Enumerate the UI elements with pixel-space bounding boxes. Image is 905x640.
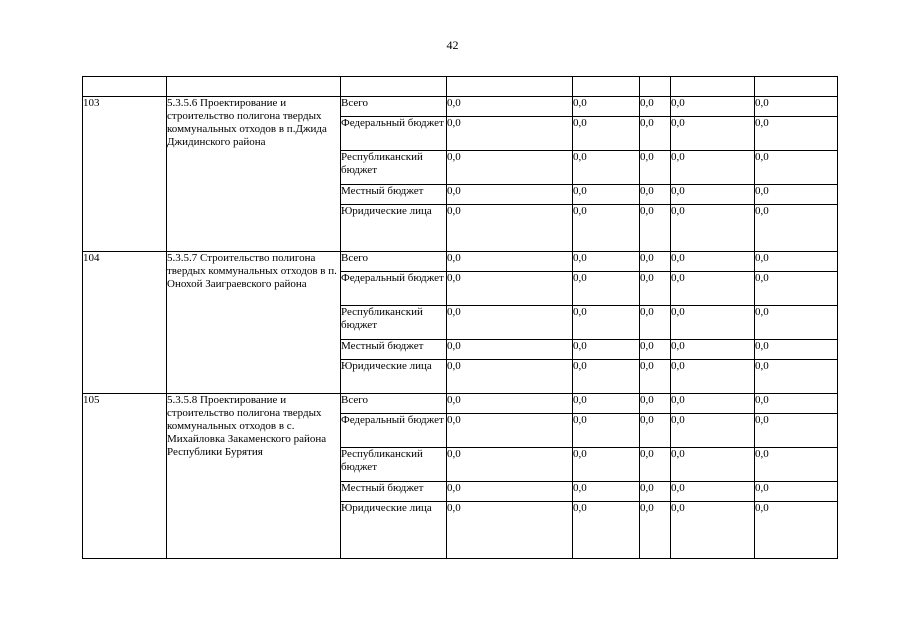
value-cell: 0,0 — [640, 482, 671, 502]
funding-source: Юридические лица — [341, 205, 447, 252]
value-cell: 0,0 — [755, 340, 838, 360]
value-cell: 0,0 — [573, 340, 640, 360]
value-cell: 0,0 — [447, 414, 573, 448]
value-cell: 0,0 — [671, 448, 755, 482]
value-cell: 0,0 — [671, 117, 755, 151]
value-cell: 0,0 — [671, 482, 755, 502]
funding-source: Местный бюджет — [341, 482, 447, 502]
header-cell — [671, 77, 755, 97]
value-cell: 0,0 — [671, 272, 755, 306]
value-cell: 0,0 — [573, 360, 640, 394]
value-cell: 0,0 — [640, 185, 671, 205]
value-cell: 0,0 — [573, 306, 640, 340]
value-cell: 0,0 — [755, 306, 838, 340]
value-cell: 0,0 — [573, 97, 640, 117]
value-cell: 0,0 — [755, 117, 838, 151]
value-cell: 0,0 — [447, 306, 573, 340]
value-cell: 0,0 — [447, 97, 573, 117]
value-cell: 0,0 — [573, 151, 640, 185]
funding-source: Федеральный бюджет — [341, 272, 447, 306]
measure-name: 5.3.5.8 Проектирование и строительство полигона твердых коммунальных отходов в с. Михайловка Закаменского района Республики Бурятия — [167, 394, 341, 559]
measure-name: 5.3.5.6 Проектирование и строительство полигона твердых коммунальных отходов в п.Джида Джидинского района — [167, 97, 341, 252]
value-cell: 0,0 — [573, 448, 640, 482]
value-cell: 0,0 — [755, 448, 838, 482]
row-number: 104 — [83, 252, 167, 394]
value-cell: 0,0 — [447, 272, 573, 306]
budget-table — [82, 76, 838, 559]
value-cell: 0,0 — [755, 502, 838, 559]
value-cell: 0,0 — [573, 117, 640, 151]
value-cell: 0,0 — [447, 394, 573, 414]
header-cell — [755, 77, 838, 97]
value-cell: 0,0 — [447, 482, 573, 502]
value-cell: 0,0 — [671, 340, 755, 360]
value-cell: 0,0 — [755, 205, 838, 252]
funding-source: Всего — [341, 394, 447, 414]
table-row — [83, 394, 838, 414]
value-cell: 0,0 — [755, 414, 838, 448]
value-cell: 0,0 — [573, 252, 640, 272]
value-cell: 0,0 — [573, 502, 640, 559]
value-cell: 0,0 — [640, 502, 671, 559]
value-cell: 0,0 — [671, 185, 755, 205]
funding-source: Республиканский бюджет — [341, 151, 447, 185]
funding-source: Местный бюджет — [341, 340, 447, 360]
row-number: 103 — [83, 97, 167, 252]
funding-source: Всего — [341, 97, 447, 117]
value-cell: 0,0 — [755, 394, 838, 414]
value-cell: 0,0 — [671, 360, 755, 394]
funding-source: Юридические лица — [341, 360, 447, 394]
value-cell: 0,0 — [640, 97, 671, 117]
value-cell: 0,0 — [447, 448, 573, 482]
row-number: 105 — [83, 394, 167, 559]
page-number: 42 — [446, 38, 459, 52]
value-cell: 0,0 — [640, 414, 671, 448]
value-cell: 0,0 — [640, 205, 671, 252]
value-cell: 0,0 — [671, 414, 755, 448]
value-cell: 0,0 — [755, 272, 838, 306]
value-cell: 0,0 — [573, 394, 640, 414]
value-cell: 0,0 — [573, 414, 640, 448]
funding-source: Местный бюджет — [341, 185, 447, 205]
value-cell: 0,0 — [755, 151, 838, 185]
value-cell: 0,0 — [755, 97, 838, 117]
value-cell: 0,0 — [573, 482, 640, 502]
value-cell: 0,0 — [755, 185, 838, 205]
table-row — [83, 252, 838, 272]
header-cell — [640, 77, 671, 97]
value-cell: 0,0 — [447, 502, 573, 559]
value-cell: 0,0 — [640, 340, 671, 360]
funding-source: Федеральный бюджет — [341, 414, 447, 448]
value-cell: 0,0 — [671, 502, 755, 559]
value-cell: 0,0 — [640, 272, 671, 306]
measure-name: 5.3.5.7 Строительство полигона твердых коммунальных отходов в п. Онохой Заиграевского района — [167, 252, 341, 394]
value-cell: 0,0 — [573, 185, 640, 205]
value-cell: 0,0 — [640, 306, 671, 340]
value-cell: 0,0 — [640, 252, 671, 272]
funding-source: Юридические лица — [341, 502, 447, 559]
value-cell: 0,0 — [447, 117, 573, 151]
table-header-row — [83, 77, 838, 97]
header-cell — [167, 77, 341, 97]
value-cell: 0,0 — [447, 151, 573, 185]
value-cell: 0,0 — [447, 360, 573, 394]
header-cell — [83, 77, 167, 97]
value-cell: 0,0 — [671, 394, 755, 414]
value-cell: 0,0 — [447, 340, 573, 360]
header-cell — [341, 77, 447, 97]
value-cell: 0,0 — [640, 360, 671, 394]
funding-source: Всего — [341, 252, 447, 272]
header-cell — [447, 77, 573, 97]
value-cell: 0,0 — [671, 205, 755, 252]
value-cell: 0,0 — [640, 394, 671, 414]
value-cell: 0,0 — [671, 151, 755, 185]
value-cell: 0,0 — [447, 185, 573, 205]
value-cell: 0,0 — [671, 252, 755, 272]
value-cell: 0,0 — [755, 482, 838, 502]
value-cell: 0,0 — [671, 306, 755, 340]
value-cell: 0,0 — [447, 205, 573, 252]
value-cell: 0,0 — [671, 97, 755, 117]
value-cell: 0,0 — [447, 252, 573, 272]
value-cell: 0,0 — [755, 252, 838, 272]
funding-source: Республиканский бюджет — [341, 306, 447, 340]
value-cell: 0,0 — [573, 272, 640, 306]
header-cell — [573, 77, 640, 97]
value-cell: 0,0 — [640, 117, 671, 151]
funding-source: Республиканский бюджет — [341, 448, 447, 482]
funding-source: Федеральный бюджет — [341, 117, 447, 151]
value-cell: 0,0 — [755, 360, 838, 394]
value-cell: 0,0 — [573, 205, 640, 252]
table-row — [83, 97, 838, 117]
value-cell: 0,0 — [640, 448, 671, 482]
value-cell: 0,0 — [640, 151, 671, 185]
